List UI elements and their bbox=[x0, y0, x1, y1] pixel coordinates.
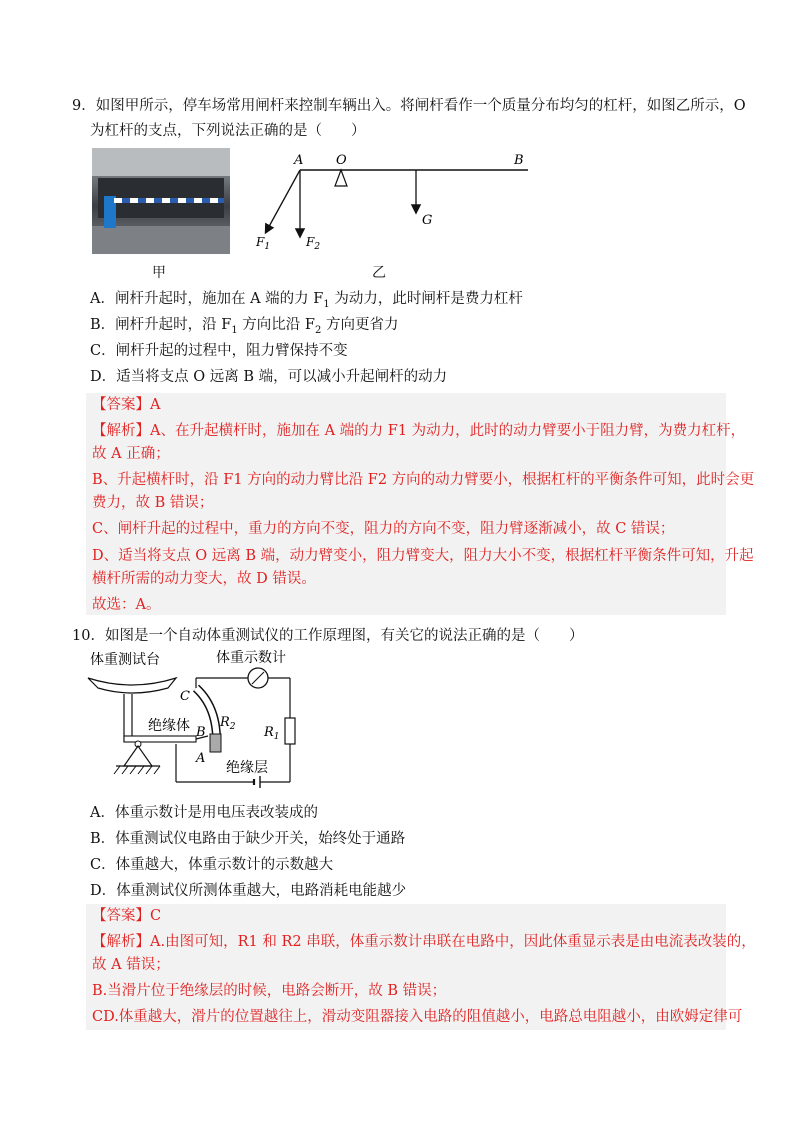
q10-option-d: D．体重测试仪所测体重越大，电路消耗电能越少 bbox=[90, 883, 407, 899]
q10-option-a: A．体重示数计是用电压表改装成的 bbox=[90, 805, 318, 821]
pivot-support bbox=[124, 746, 152, 766]
q10-option-c: C．体重越大，体重示数计的示数越大 bbox=[90, 857, 334, 873]
q9-answer-box bbox=[86, 393, 755, 615]
label-platform: 体重测试台 bbox=[90, 652, 160, 668]
label-B: B bbox=[514, 153, 524, 168]
label-O: O bbox=[336, 153, 347, 168]
q9-analysis-line: 费力，故 B 错误； bbox=[92, 495, 214, 511]
label-A: A bbox=[196, 751, 206, 766]
q10-option-b: B．体重测试仪电路由于缺少开关，始终处于通路 bbox=[90, 831, 406, 847]
label-R2: $R_2$ bbox=[220, 715, 236, 732]
q10-analysis-line: B.当滑片位于绝缘层的时候，电路会断开，故 B 错误； bbox=[92, 983, 447, 999]
q9-option-b: B．闸杆升起时，沿 $F_1$ 方向比沿 $F_2$ 方向更省力 bbox=[90, 317, 399, 336]
q10-analysis-line: 故 A 错误； bbox=[92, 957, 170, 973]
q9-option-c: C．闸杆升起的过程中，阻力臂保持不变 bbox=[90, 343, 348, 359]
q9-stem-line1: 9．如图甲所示，停车场常用闸杆来控制车辆出入。将闸杆看作一个质量分布均匀的杠杆，如图乙所示，O bbox=[72, 98, 746, 114]
platform-tray bbox=[88, 678, 176, 693]
q10-analysis-line: 【解析】A.由图可知，R1 和 R2 串联，体重示数计串联在电路中，因此体重显示表是由电流表改装的， bbox=[92, 934, 756, 950]
q10-answer-box bbox=[86, 904, 756, 1030]
label-meter: 体重示数计 bbox=[216, 650, 286, 666]
weight-tester-circuit-diagram bbox=[86, 648, 316, 788]
insulation-layer bbox=[210, 734, 221, 752]
q9-analysis-line: 故选：A。 bbox=[92, 597, 161, 613]
q9-analysis-line: 故 A 正确； bbox=[92, 446, 170, 462]
q9-analysis-line: D、适当将支点 O 远离 B 端，动力臂变小，阻力臂变大，阻力大小不变，根据杠杆平衡条件可知，升起 bbox=[92, 548, 754, 564]
fig-yi-caption: 乙 bbox=[372, 265, 386, 281]
label-insulator: 绝缘体 bbox=[148, 718, 190, 734]
label-B: B bbox=[196, 725, 206, 740]
label-G: G bbox=[422, 213, 433, 228]
resistor-r1 bbox=[285, 718, 295, 744]
q9-analysis-line: 横杆所需的动力变大，故 D 错误。 bbox=[92, 571, 316, 587]
q9-analysis-line: B、升起横杆时，沿 F1 方向的动力臂比沿 F2 方向的动力臂要小，根据杠杆的平衡条件可知，此时会更 bbox=[92, 472, 755, 488]
force-f1-arrow bbox=[266, 170, 300, 232]
q9-stem-line2: 为杠杆的支点，下列说法正确的是（ ） bbox=[90, 123, 366, 139]
fig-jia-caption: 甲 bbox=[152, 265, 166, 281]
q9-analysis-line: C、闸杆升起的过程中，重力的方向不变，阻力的方向不变，阻力臂逐渐减小，故 C 错误； bbox=[92, 521, 675, 537]
q10-answer: 【答案】C bbox=[92, 908, 162, 924]
q9-option-a: A．闸杆升起时，施加在 A 端的力 $F_1$ 为动力，此时闸杆是费力杠杆 bbox=[90, 291, 523, 310]
lever-diagram bbox=[250, 148, 540, 258]
label-insulation-layer: 绝缘层 bbox=[226, 760, 268, 776]
label-A: A bbox=[294, 153, 304, 168]
fulcrum bbox=[335, 170, 347, 186]
q9-analysis-line: 【解析】A、在升起横杆时，施加在 A 端的力 F1 为动力，此时的动力臂要小于阻力臂，为费力杠杆， bbox=[92, 423, 746, 439]
label-C: C bbox=[180, 689, 190, 704]
q10-analysis-line: CD.体重越大，滑片的位置越往上，滑动变阻器接入电路的阻值越小，电路总电阻越小，由欧姆定律可 bbox=[92, 1009, 743, 1025]
q10-stem: 10．如图是一个自动体重测试仪的工作原理图，有关它的说法正确的是（ ） bbox=[72, 628, 584, 644]
label-F1: $F_1$ bbox=[256, 235, 271, 252]
parking-gate-photo bbox=[92, 148, 230, 254]
label-R1: $R_1$ bbox=[264, 725, 280, 742]
q9-option-d: D．适当将支点 O 远离 B 端，可以减小升起闸杆的动力 bbox=[90, 369, 448, 385]
q9-answer: 【答案】A bbox=[92, 397, 161, 413]
insulator-rod bbox=[124, 736, 196, 742]
label-F2: $F_2$ bbox=[306, 235, 321, 252]
